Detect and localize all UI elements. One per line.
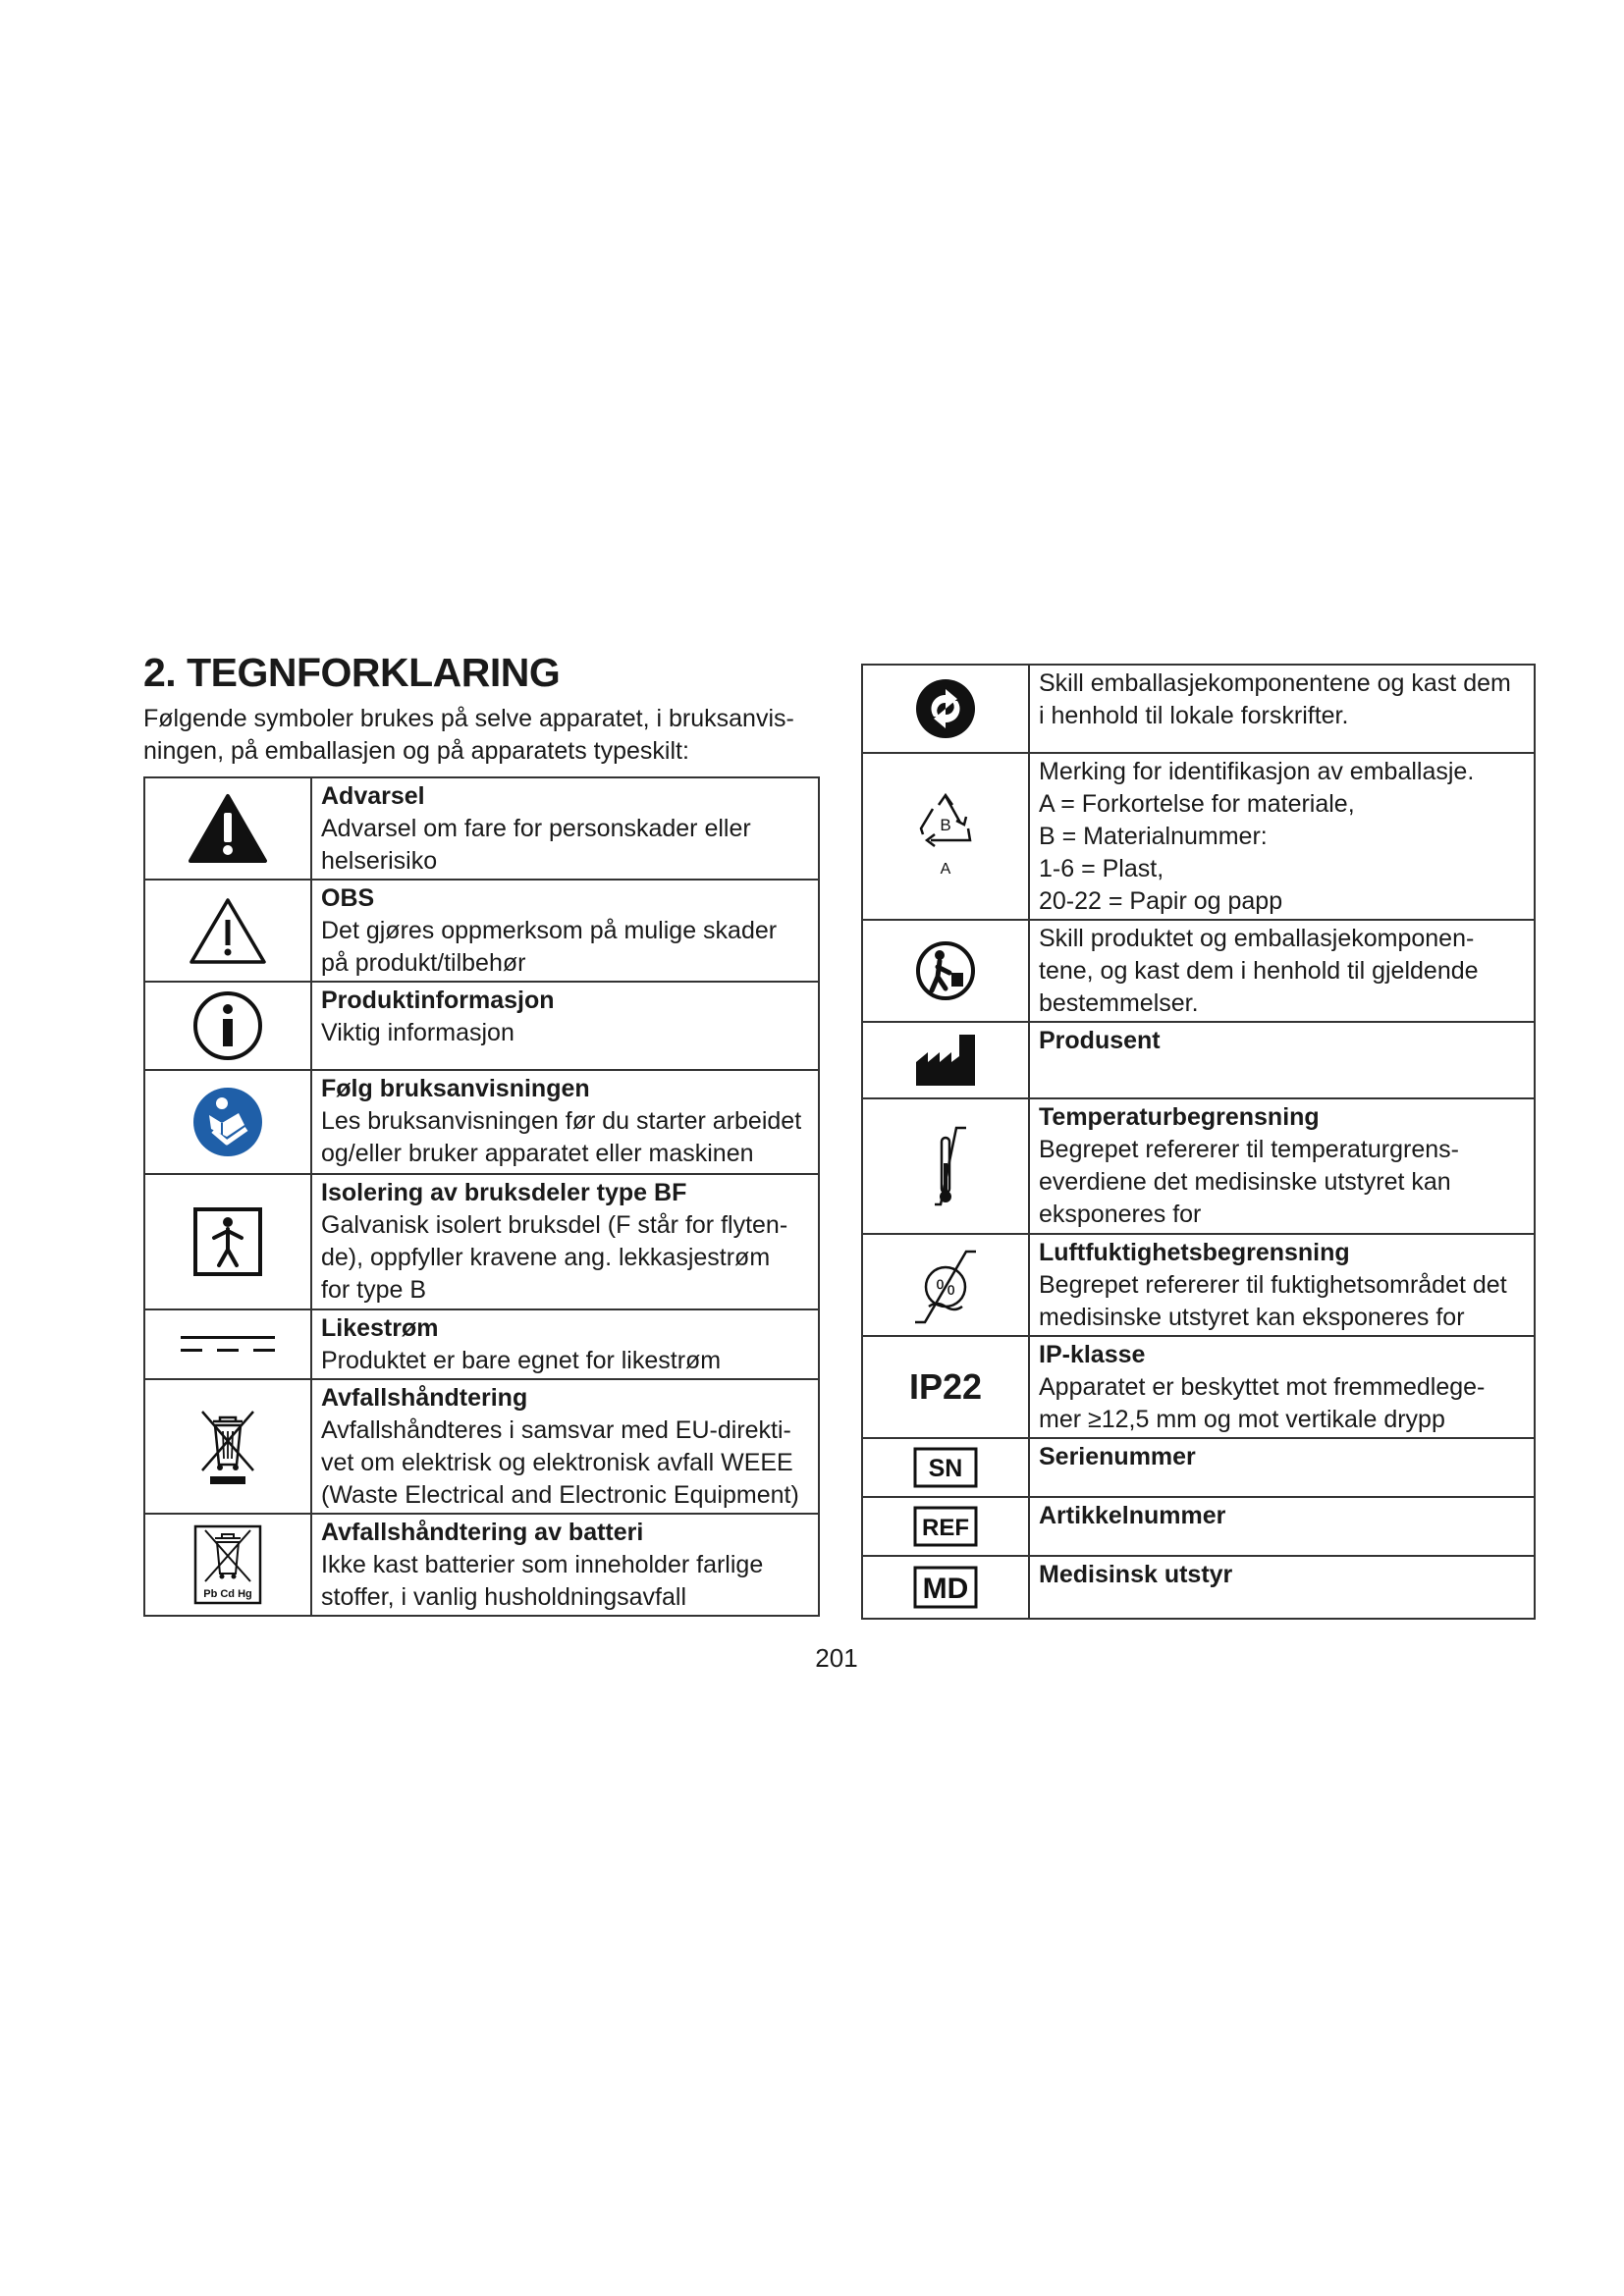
reference-number-icon bbox=[913, 1506, 978, 1547]
table-row: B A Merking for identifikasjon av emballasje. A = Forkortelse for materiale, B = Materialnummer: 1-6 = Plast, 20-22 = Papir og papp bbox=[862, 753, 1535, 920]
row-heading: Serienummer bbox=[1039, 1443, 1196, 1470]
battery-chemical-label: Pb Cd Hg bbox=[203, 1588, 252, 1600]
row-heading: Advarsel bbox=[321, 782, 425, 810]
table-row: Isolering av bruksdeler type BF Galvanisk isolert bruksdel (F står for flyten- de), oppfyller kravene ang. lekkasjestrøm for type B bbox=[144, 1174, 819, 1309]
row-heading: Likestrøm bbox=[321, 1314, 439, 1342]
row-heading: Artikkelnummer bbox=[1039, 1502, 1226, 1529]
table-row bbox=[862, 1022, 1535, 1098]
table-row: Temperaturbegrensning Begrepet refererer til temperaturgrens- everdiene det medisinske utstyret kan eksponeres for bbox=[862, 1098, 1535, 1234]
table-row: Skill emballasjekomponentene og kast dem i henhold til lokale forskrifter. bbox=[862, 665, 1535, 753]
row-heading: Avfallshåndtering av batteri bbox=[321, 1519, 644, 1546]
caution-outline-icon bbox=[189, 896, 267, 965]
info-icon bbox=[191, 989, 264, 1062]
symbol-table-left bbox=[143, 776, 820, 1617]
read-manual-icon bbox=[191, 1086, 264, 1158]
temperature-limit-icon bbox=[921, 1124, 970, 1208]
table-row: Produktinformasjon Viktig informasjon bbox=[144, 982, 819, 1070]
table-row: Pb Cd Hg Avfallshåndtering av batteri Ikke kast batterier som inneholder farlige stoffer, i vanlig husholdningsavfall bbox=[144, 1514, 819, 1616]
table-row: IP22 IP-klasse Apparatet er beskyttet mot fremmedlege- mer ≥12,5 mm og mot vertikale drypp bbox=[862, 1336, 1535, 1438]
row-heading: IP-klasse bbox=[1039, 1341, 1146, 1368]
table-row: Skill produktet og emballasjekomponen- tene, og kast dem i henhold til gjeldende bestemmelser. bbox=[862, 920, 1535, 1022]
table-row: Følg bruksanvisningen Les bruksanvisningen før du starter arbeidet og/eller bruker apparatet eller maskinen bbox=[144, 1070, 819, 1174]
row-heading: Avfallshåndtering bbox=[321, 1384, 528, 1412]
recycling-material-number: B bbox=[940, 816, 951, 834]
serial-number-icon bbox=[913, 1447, 978, 1488]
manufacturer-icon bbox=[914, 1033, 977, 1088]
table-row: Avfallshåndtering Avfallshåndteres i samsvar med EU-direkti- vet om elektrisk og elektronisk avfall WEEE (Waste Electrical and Electronic Equipment) bbox=[144, 1379, 819, 1514]
row-heading: Luftfuktighetsbegrensning bbox=[1039, 1239, 1350, 1266]
humidity-limit-icon bbox=[911, 1244, 980, 1326]
row-heading: Isolering av bruksdeler type BF bbox=[321, 1179, 687, 1206]
green-dot-icon bbox=[914, 677, 977, 740]
row-heading: Produktinformasjon bbox=[321, 987, 555, 1014]
svg-text:REF: REF bbox=[922, 1515, 969, 1541]
section-title: 2. TEGNFORKLARING bbox=[143, 650, 561, 695]
medical-device-icon bbox=[913, 1566, 978, 1609]
humidity-percent-glyph: % bbox=[936, 1275, 955, 1300]
table-row: OBS Det gjøres oppmerksom på mulige skader på produkt/tilbehør bbox=[144, 880, 819, 982]
battery-disposal-icon bbox=[193, 1524, 262, 1605]
ip-class-icon: IP22 bbox=[908, 1366, 983, 1407]
row-heading: OBS bbox=[321, 884, 375, 912]
row-heading: Følg bruksanvisningen bbox=[321, 1075, 590, 1102]
row-heading: Medisinsk utstyr bbox=[1039, 1561, 1233, 1588]
table-row: % Luftfuktighetsbegrensning Begrepet refererer til fuktighetsområdet det medisinske utstyret kan eksponeres for bbox=[862, 1234, 1535, 1336]
row-heading: Produsent bbox=[1039, 1027, 1161, 1054]
separate-disposal-icon bbox=[914, 939, 977, 1002]
table-row bbox=[862, 1438, 1535, 1497]
symbol-table-right bbox=[861, 664, 1536, 1620]
table-row: Advarsel Advarsel om fare for personskader eller helserisiko bbox=[144, 777, 819, 880]
direct-current-icon bbox=[179, 1330, 277, 1360]
table-row: Likestrøm Produktet er bare egnet for likestrøm bbox=[144, 1309, 819, 1379]
intro-text: Følgende symboler brukes på selve apparatet, i bruksanvis- ningen, på emballasjen og på apparatets typeskilt: bbox=[143, 705, 794, 765]
row-heading: Temperaturbegrensning bbox=[1039, 1103, 1320, 1131]
recycling-material-abbreviation: A bbox=[940, 861, 951, 878]
type-bf-icon bbox=[192, 1206, 263, 1277]
warning-filled-icon bbox=[188, 793, 268, 864]
recycling-code-icon bbox=[911, 791, 980, 881]
table-row bbox=[862, 1497, 1535, 1556]
page-number: 201 bbox=[815, 1643, 858, 1673]
svg-text:MD: MD bbox=[922, 1573, 969, 1605]
svg-text:SN: SN bbox=[928, 1455, 963, 1482]
weee-bin-icon bbox=[198, 1406, 257, 1488]
table-row bbox=[862, 1556, 1535, 1619]
